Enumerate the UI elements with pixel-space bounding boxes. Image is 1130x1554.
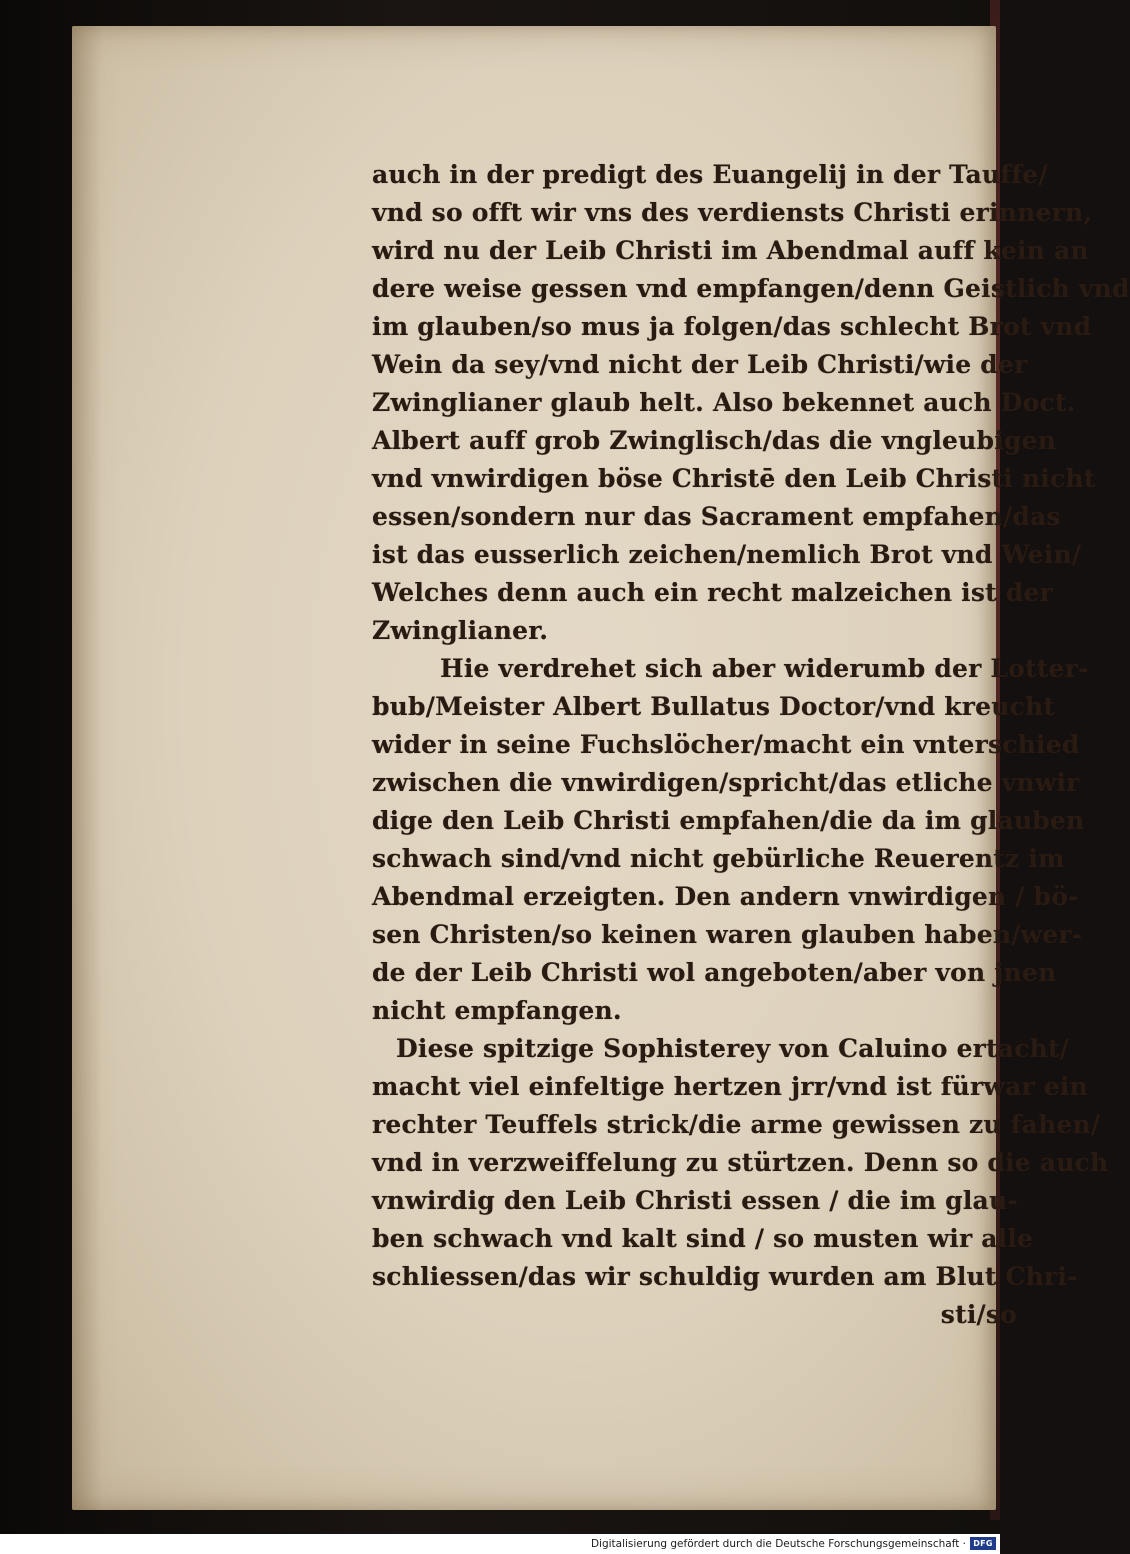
digitization-footer [0, 1534, 1000, 1554]
text-line: vnd in verzweiffelung zu stürtzen. Denn so die auch [372, 1148, 1109, 1177]
text-line: zwischen die vnwirdigen/spricht/das etliche vnwir [372, 768, 1080, 797]
text-line: macht viel einfeltige hertzen jrr/vnd ist fürwar ein [372, 1072, 1088, 1101]
text-line: Albert auff grob Zwinglisch/das die vngleubigen [372, 426, 1057, 455]
text-line: wider in seine Fuchslöcher/macht ein vnterschied [372, 730, 1080, 759]
text-line: auch in der predigt des Euangelij in der Tauffe/ [372, 160, 1048, 189]
dfg-logo: DFG [970, 1537, 996, 1550]
text-line: bub/Meister Albert Bullatus Doctor/vnd kreucht [372, 692, 1056, 721]
text-line: schwach sind/vnd nicht gebürliche Reuerentz im [372, 844, 1065, 873]
text-line: Welches denn auch ein recht malzeichen ist der [372, 578, 1053, 607]
text-line: de der Leib Christi wol angeboten/aber von jnen [372, 958, 1057, 987]
text-line: nicht empfangen. [372, 996, 622, 1025]
text-line: vnd vnwirdigen böse Christē den Leib Christi nicht [372, 464, 1096, 493]
text-line: essen/sondern nur das Sacrament empfahen/das [372, 502, 1061, 531]
book-page [72, 26, 1130, 1510]
text-line: Zwinglianer. [372, 616, 549, 645]
text-line: sen Christen/so keinen waren glauben haben/wer- [372, 920, 1083, 949]
text-line: Hie verdrehet sich aber widerumb der Lotter- [440, 654, 1089, 683]
text-line: Abendmal erzeigten. Den andern vnwirdigen / bö- [372, 882, 1079, 911]
text-line: ist das eusserlich zeichen/nemlich Brot vnd Wein/ [372, 540, 1082, 569]
text-line: rechter Teuffels strick/die arme gewissen zu fahen/ [372, 1110, 1101, 1139]
text-line: im glauben/so mus ja folgen/das schlecht Brot vnd [372, 312, 1092, 341]
text-line: vnwirdig den Leib Christi essen / die im glau- [372, 1186, 1018, 1215]
catchword: sti/so [940, 1300, 1017, 1329]
text-line: Zwinglianer glaub helt. Also bekennet auch Doct. [372, 388, 1076, 417]
text-line: dige den Leib Christi empfahen/die da im glauben [372, 806, 1085, 835]
text-line: dere weise gessen vnd empfangen/denn Geistlich vnd [372, 274, 1130, 303]
text-line: ben schwach vnd kalt sind / so musten wir alle [372, 1224, 1034, 1253]
funding-credit: Digitalisierung gefördert durch die Deutsche Forschungsgemeinschaft · [590, 1538, 966, 1550]
text-line: vnd so offt wir vns des verdiensts Christi erinnern, [372, 198, 1093, 227]
text-line: schliessen/das wir schuldig wurden am Blut Chri- [372, 1262, 1078, 1291]
text-line: Wein da sey/vnd nicht der Leib Christi/wie der [372, 350, 1028, 379]
text-line: Diese spitzige Sophisterey von Caluino ertacht/ [396, 1034, 1070, 1063]
page-text-block [372, 156, 1130, 1336]
text-line: wird nu der Leib Christi im Abendmal auff kein an [372, 236, 1089, 265]
